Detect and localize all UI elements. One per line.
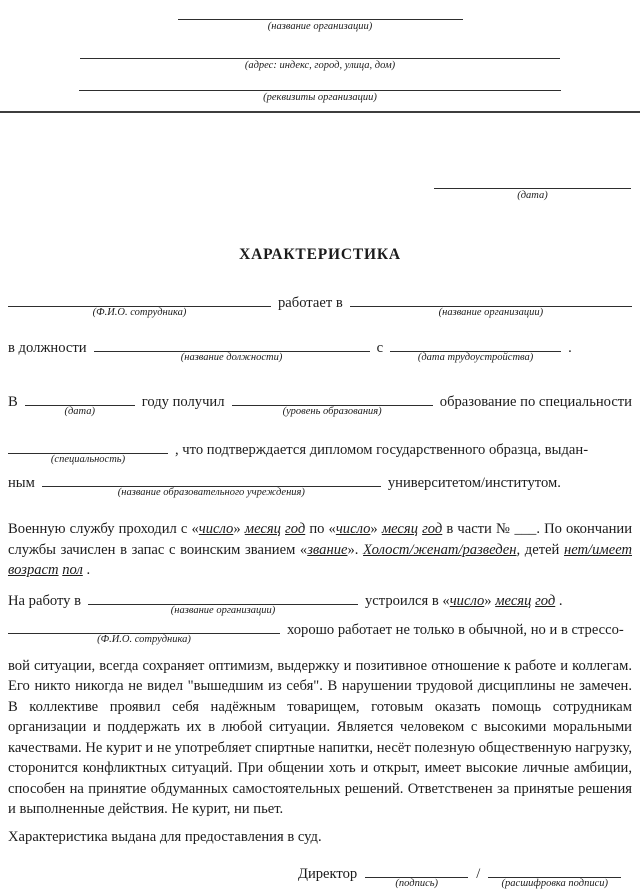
institution-suffix-label: университетом/институтом. [387,475,561,491]
hire-date-caption: (дата трудоустройства) [417,352,534,363]
employment-date-text: устроился в «число» месяц год . [365,592,563,609]
org-name-field [178,4,463,33]
employment-org-blank[interactable] [88,589,358,616]
director-label: Директор [298,866,358,882]
education-year-caption: (дата) [64,406,95,417]
signature-name-blank[interactable] [488,862,621,889]
signature-name-caption: (расшифровка подписи) [501,878,609,889]
diploma-text: , что подтверждается дипломом государственного образца, выдан- [175,442,589,458]
form-row-position [8,336,632,363]
date-caption: (дата) [517,190,548,201]
form-row-employee [8,291,632,318]
position-caption: (название должности) [180,352,283,363]
institution-blank[interactable] [42,471,381,498]
purpose-statement: Характеристика выдана для предоставления в суд. [8,828,322,845]
form-row-evaluation [8,618,632,645]
education-suffix-label: образование по специальности [439,394,632,410]
position-label: в должности [8,340,87,356]
employment-prefix-label: На работу в [8,592,81,609]
org-address-field [80,43,560,72]
doc-title: ХАРАКТЕРИСТИКА [239,246,401,263]
signature-blank[interactable] [365,862,468,889]
signature-row [298,862,632,889]
since-label: с [376,340,384,356]
signature-slash: / [476,866,481,882]
employment-org-caption: (название организации) [170,604,276,616]
org-name-blank[interactable] [178,4,463,20]
signature-caption: (подпись) [395,878,439,889]
date-field [434,185,631,202]
doc-body [0,291,640,889]
employee-fio-blank[interactable] [8,291,271,318]
evaluation-fio-blank[interactable] [8,618,280,645]
org-name-caption: (название организации) [267,21,373,32]
org-requisites-blank[interactable] [79,75,561,91]
org-requisites-field [79,75,561,104]
date-row [0,185,640,202]
education-mid-label: году получил [141,394,225,410]
institution-prefix-label: ным [8,475,35,491]
employer-org-blank[interactable] [350,291,632,318]
specialty-caption: (специальность) [50,454,126,465]
evaluation-intro-text: хорошо работает не только в обычной, но и в стрессо- [287,621,624,638]
position-blank[interactable] [94,336,370,363]
form-row-education [8,390,632,417]
form-row-specialty [8,438,632,465]
education-level-caption: (уровень образования) [282,406,382,417]
header-divider [0,111,640,113]
education-level-blank[interactable] [232,390,433,417]
hire-date-blank[interactable] [390,336,561,363]
evaluation-paragraph: вой ситуации, всегда сохраняет оптимизм, выдержку и позитивное отношение к работе и коллегам. Его никто никогда не видел "вышедшим из себя". В нарушении трудовой дисциплины не замечен. В коллективе проявил себя надёжным товарищем, готовым оказать помощь сотрудникам организации и поддержать их в любой ситуации. Является человеком с высокими моральными качествами. Не курит и не употребляет спиртные напитки, несёт полезную общественную нагрузку, сторонится конфликтных ситуаций. При общении хоть и открыт, имеет высокие личные амбиции, способен на принятие обдуманных самостоятельных решений. Ответственен за принятые решения и выполненные действия. Не курит, ни пьет. [8,657,632,817]
form-row-institution [8,471,632,498]
education-year-blank[interactable] [25,390,135,417]
form-row-employment-start [8,589,632,616]
specialty-blank[interactable] [8,438,168,465]
org-address-caption: (адрес: индекс, город, улица, дом) [244,60,396,71]
row2-period: . [568,340,572,356]
employer-org-caption: (название организации) [438,307,544,318]
org-header [0,0,640,104]
org-address-blank[interactable] [80,43,560,59]
evaluation-fio-caption: (Ф.И.О. сотрудника) [97,633,191,645]
institution-caption: (название образовательного учреждения) [117,487,305,498]
education-prefix-label: В [8,394,18,410]
military-service-paragraph: Военную службу проходил с «число» месяц год по «число» месяц год в части № ___. По окончании службы зачислен в запас с воинским званием «звание». Холост/женат/разведен, детей нет/имеет возраст пол . [8,521,633,578]
works-at-label: работает в [278,295,343,311]
org-requisites-caption: (реквизиты организации) [263,92,377,103]
employee-fio-caption: (Ф.И.О. сотрудника) [92,307,187,318]
